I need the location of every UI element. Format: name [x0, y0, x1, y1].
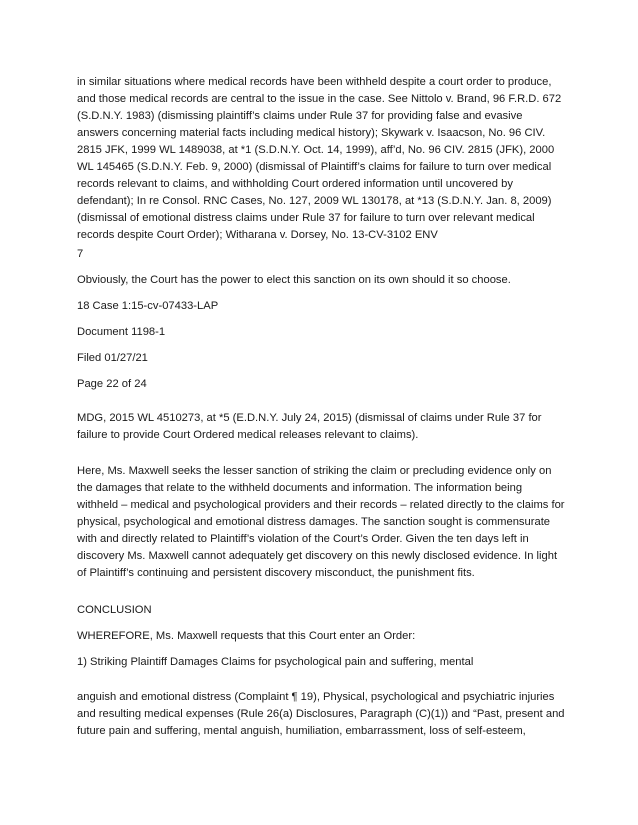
document-number-header: Document 1198-1 [77, 326, 166, 338]
footnote-text: Obviously, the Court has the power to elect this sanction on its own should it so choose. [77, 274, 511, 286]
case-number-header: 18 Case 1:15-cv-07433-LAP [77, 300, 219, 312]
order-item-1-continuation: anguish and emotional distress (Complaint ¶ 19), Physical, psychological and psychiatric injuries and resulting medical expenses (Rule 26(a) Disclosures, Paragraph (C)(1)) and “Past, present and future pain and suffering, mental anguish, humiliation, embarrassment, loss of self-esteem, [77, 691, 565, 737]
footnote-number: 7 [77, 248, 84, 260]
filed-date-header: Filed 01/27/21 [77, 352, 148, 364]
case-citations-paragraph: in similar situations where medical records have been withheld despite a court order to produce, and those medical records are central to the issue in the case. See Nittolo v. Brand, 96 F.R.D. 672 (S.D.N.Y. 1983) (dismissing plaintiff’s claims under Rule 37 for providing false and evasive answers concerning material facts including medical history); Skywark v. Isaacson, No. 96 CIV. 2815 JFK, 1999 WL 1489038, at *1 (S.D.N.Y. Oct. 14, 1999), aff’d, No. 96 CIV. 2815 (JFK), 2000 WL 145465 (S.D.N.Y. Feb. 9, 2000) (dismissal of Plaintiff’s claims for failure to turn over medical records relevant to claims, and withholding Court ordered information until uncovered by defendant); In re Consol. RNC Cases, No. 127, 2009 WL 130178, at *13 (S.D.N.Y. Jan. 8, 2009) (dismissal of emotional distress claims under Rule 37 for failure to turn over relevant medical records despite Court Order); Witharana v. Dorsey, No. 13-CV-3102 ENV [77, 76, 562, 241]
citation-continuation-paragraph: MDG, 2015 WL 4510273, at *5 (E.D.N.Y. July 24, 2015) (dismissal of claims under Rule 37 for failure to provide Court Ordered medical releases relevant to claims). [77, 412, 542, 441]
order-item-1: 1) Striking Plaintiff Damages Claims for psychological pain and suffering, mental [77, 656, 474, 668]
conclusion-heading: CONCLUSION [77, 604, 152, 616]
sanction-argument-paragraph: Here, Ms. Maxwell seeks the lesser sanction of striking the claim or precluding evidence only on the damages that relate to the withheld documents and information. The information being withheld – medical and psychological providers and their records – related directly to the claims for physical, psychological and emotional distress damages. The sanction sought is commensurate with and directly related to Plaintiff’s violation of the Court’s Order. Given the ten days left in discovery Ms. Maxwell cannot adequately get discovery on this newly disclosed evidence. In light of Plaintiff’s continuing and persistent discovery misconduct, the punishment fits. [77, 465, 565, 579]
page-number-header: Page 22 of 24 [77, 378, 147, 390]
wherefore-paragraph: WHEREFORE, Ms. Maxwell requests that this Court enter an Order: [77, 630, 416, 642]
